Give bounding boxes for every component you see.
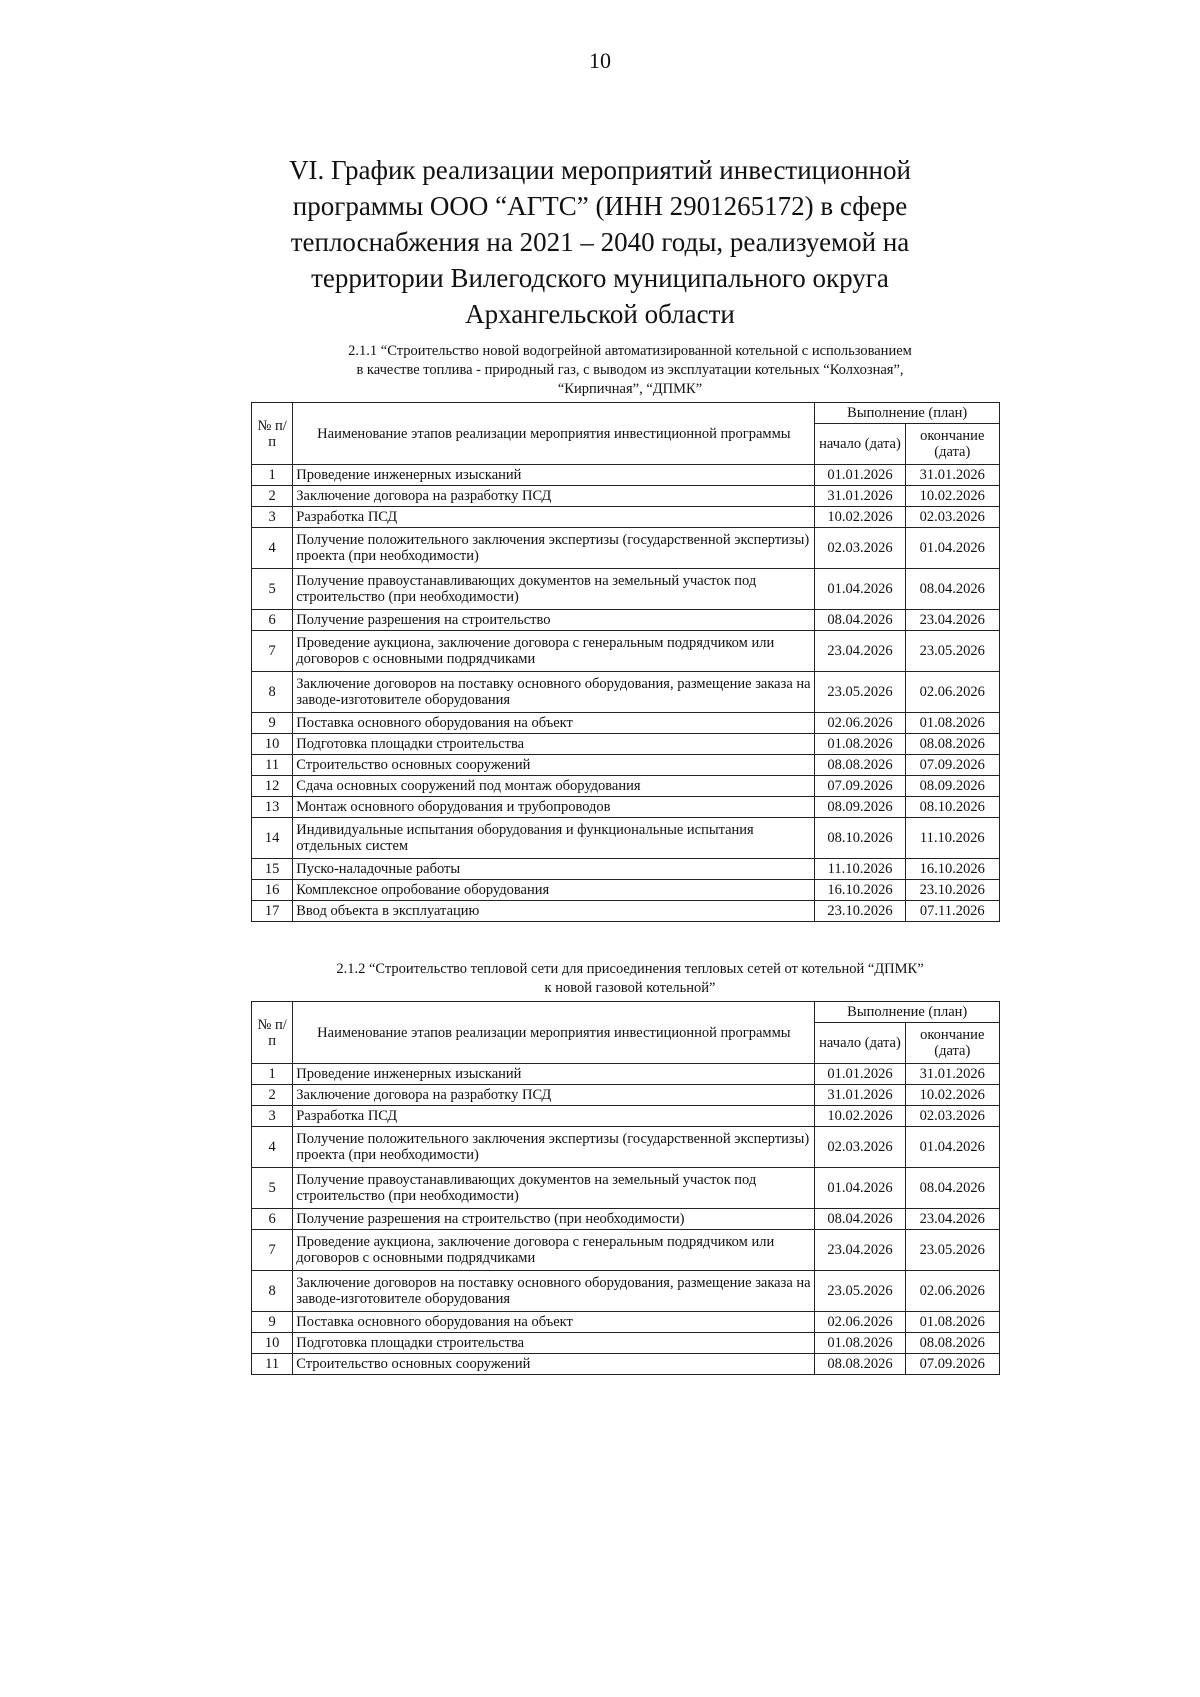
table-row (252, 569, 1000, 610)
stage-name: Проведение инженерных изысканий (293, 465, 815, 486)
table-row (252, 1064, 1000, 1085)
table-row (252, 734, 1000, 755)
stage-name: Получение разрешения на строительство (293, 610, 815, 631)
schedule-table-2-body (252, 1064, 1000, 1375)
column-header-end: окончание (дата) (905, 1023, 999, 1064)
end-date: 01.04.2026 (905, 1127, 999, 1168)
start-date: 02.03.2026 (815, 528, 905, 569)
row-number: 12 (252, 776, 293, 797)
row-number: 4 (252, 1127, 293, 1168)
row-number: 1 (252, 465, 293, 486)
table-row (252, 1230, 1000, 1271)
row-number: 11 (252, 1354, 293, 1375)
start-date: 01.01.2026 (815, 1064, 905, 1085)
table-row (252, 528, 1000, 569)
stage-name: Заключение договора на разработку ПСД (293, 486, 815, 507)
stage-name: Монтаж основного оборудования и трубопроводов (293, 797, 815, 818)
end-date: 02.06.2026 (905, 1271, 999, 1312)
table-row (252, 776, 1000, 797)
stage-name: Комплексное опробование оборудования (293, 880, 815, 901)
table-row (252, 880, 1000, 901)
row-number: 7 (252, 631, 293, 672)
table-row (252, 1106, 1000, 1127)
start-date: 08.09.2026 (815, 797, 905, 818)
end-date: 02.03.2026 (905, 507, 999, 528)
start-date: 08.10.2026 (815, 818, 905, 859)
end-date: 23.05.2026 (905, 1230, 999, 1271)
start-date: 01.08.2026 (815, 734, 905, 755)
start-date: 23.04.2026 (815, 631, 905, 672)
start-date: 08.04.2026 (815, 1209, 905, 1230)
table-row (252, 1209, 1000, 1230)
stage-name: Получение положительного заключения экспертизы (государственной экспертизы) проекта (при необходимости) (293, 1127, 815, 1168)
caption-line: 2.1.1 “Строительство новой водогрейной автоматизированной котельной с использованием (348, 343, 912, 359)
stage-name: Подготовка площадки строительства (293, 1333, 815, 1354)
section-1-caption (260, 342, 1000, 399)
row-number: 7 (252, 1230, 293, 1271)
start-date: 01.08.2026 (815, 1333, 905, 1354)
stage-name: Разработка ПСД (293, 1106, 815, 1127)
schedule-table-2 (251, 1001, 1000, 1375)
end-date: 01.08.2026 (905, 713, 999, 734)
row-number: 13 (252, 797, 293, 818)
end-date: 08.04.2026 (905, 1168, 999, 1209)
stage-name: Получение правоустанавливающих документов на земельный участок под строительство (при необходимости) (293, 569, 815, 610)
table-row (252, 465, 1000, 486)
row-number: 3 (252, 1106, 293, 1127)
stage-name: Сдача основных сооружений под монтаж оборудования (293, 776, 815, 797)
end-date: 11.10.2026 (905, 818, 999, 859)
end-date: 01.04.2026 (905, 528, 999, 569)
heading-line: программы ООО “АГТС” (ИНН 2901265172) в сфере (292, 191, 908, 221)
table-row (252, 818, 1000, 859)
row-number: 3 (252, 507, 293, 528)
start-date: 23.10.2026 (815, 901, 905, 922)
end-date: 07.09.2026 (905, 755, 999, 776)
row-number: 8 (252, 1271, 293, 1312)
table-row (252, 859, 1000, 880)
start-date: 31.01.2026 (815, 486, 905, 507)
stage-name: Заключение договоров на поставку основного оборудования, размещение заказа на заводе-изготовителе оборудования (293, 672, 815, 713)
table-row (252, 486, 1000, 507)
heading-line: Архангельской области (465, 299, 735, 329)
heading-line: VI. График реализации мероприятий инвестиционной (289, 155, 911, 185)
table-row (252, 1271, 1000, 1312)
table-row (252, 672, 1000, 713)
start-date: 02.03.2026 (815, 1127, 905, 1168)
stage-name: Заключение договора на разработку ПСД (293, 1085, 815, 1106)
end-date: 23.04.2026 (905, 1209, 999, 1230)
start-date: 08.04.2026 (815, 610, 905, 631)
start-date: 02.06.2026 (815, 713, 905, 734)
start-date: 11.10.2026 (815, 859, 905, 880)
row-number: 14 (252, 818, 293, 859)
table-row (252, 610, 1000, 631)
table-row (252, 1168, 1000, 1209)
column-header-execution: Выполнение (план) (815, 1002, 1000, 1023)
column-header-execution: Выполнение (план) (815, 403, 1000, 424)
table-row (252, 797, 1000, 818)
page-number: 10 (589, 48, 611, 73)
column-header-start: начало (дата) (815, 1023, 905, 1064)
end-date: 08.10.2026 (905, 797, 999, 818)
start-date: 01.04.2026 (815, 569, 905, 610)
row-number: 10 (252, 1333, 293, 1354)
start-date: 23.05.2026 (815, 1271, 905, 1312)
start-date: 31.01.2026 (815, 1085, 905, 1106)
row-number: 10 (252, 734, 293, 755)
table-row (252, 755, 1000, 776)
end-date: 07.11.2026 (905, 901, 999, 922)
stage-name: Заключение договоров на поставку основного оборудования, размещение заказа на заводе-изготовителе оборудования (293, 1271, 815, 1312)
column-header-number: № п/п (252, 403, 293, 465)
end-date: 23.04.2026 (905, 610, 999, 631)
row-number: 2 (252, 1085, 293, 1106)
schedule-table-1 (251, 402, 1000, 922)
start-date: 08.08.2026 (815, 1354, 905, 1375)
heading-line: теплоснабжения на 2021 – 2040 годы, реализуемой на (290, 227, 910, 257)
row-number: 5 (252, 569, 293, 610)
end-date: 10.02.2026 (905, 486, 999, 507)
row-number: 2 (252, 486, 293, 507)
start-date: 10.02.2026 (815, 1106, 905, 1127)
start-date: 10.02.2026 (815, 507, 905, 528)
start-date: 08.08.2026 (815, 755, 905, 776)
end-date: 07.09.2026 (905, 1354, 999, 1375)
row-number: 9 (252, 713, 293, 734)
caption-line: к новой газовой котельной” (544, 980, 716, 996)
table-row (252, 507, 1000, 528)
table-row (252, 1333, 1000, 1354)
table-row (252, 631, 1000, 672)
end-date: 02.06.2026 (905, 672, 999, 713)
stage-name: Разработка ПСД (293, 507, 815, 528)
end-date: 16.10.2026 (905, 859, 999, 880)
end-date: 02.03.2026 (905, 1106, 999, 1127)
stage-name: Получение разрешения на строительство (при необходимости) (293, 1209, 815, 1230)
stage-name: Получение правоустанавливающих документов на земельный участок под строительство (при необходимости) (293, 1168, 815, 1209)
column-header-end: окончание (дата) (905, 424, 999, 465)
stage-name: Проведение инженерных изысканий (293, 1064, 815, 1085)
stage-name: Ввод объекта в эксплуатацию (293, 901, 815, 922)
stage-name: Получение положительного заключения экспертизы (государственной экспертизы) проекта (при необходимости) (293, 528, 815, 569)
end-date: 08.09.2026 (905, 776, 999, 797)
table-row (252, 1127, 1000, 1168)
end-date: 31.01.2026 (905, 1064, 999, 1085)
table-row (252, 1085, 1000, 1106)
stage-name: Поставка основного оборудования на объект (293, 1312, 815, 1333)
caption-line: 2.1.2 “Строительство тепловой сети для присоединения тепловых сетей от котельной “ДПМК” (336, 961, 924, 977)
start-date: 01.01.2026 (815, 465, 905, 486)
start-date: 23.04.2026 (815, 1230, 905, 1271)
start-date: 16.10.2026 (815, 880, 905, 901)
section-2-caption (260, 960, 1000, 998)
stage-name: Строительство основных сооружений (293, 755, 815, 776)
schedule-table-1-body (252, 465, 1000, 922)
end-date: 01.08.2026 (905, 1312, 999, 1333)
row-number: 6 (252, 610, 293, 631)
row-number: 4 (252, 528, 293, 569)
row-number: 17 (252, 901, 293, 922)
row-number: 5 (252, 1168, 293, 1209)
column-header-start: начало (дата) (815, 424, 905, 465)
column-header-number: № п/п (252, 1002, 293, 1064)
table-row (252, 901, 1000, 922)
table-row (252, 713, 1000, 734)
stage-name: Поставка основного оборудования на объект (293, 713, 815, 734)
row-number: 11 (252, 755, 293, 776)
heading-line: территории Вилегодского муниципального округа (311, 263, 889, 293)
stage-name: Проведение аукциона, заключение договора с генеральным подрядчиком или договоров с основными подрядчиками (293, 631, 815, 672)
row-number: 9 (252, 1312, 293, 1333)
column-header-name: Наименование этапов реализации мероприятия инвестиционной программы (293, 403, 815, 465)
end-date: 23.10.2026 (905, 880, 999, 901)
end-date: 08.08.2026 (905, 734, 999, 755)
row-number: 6 (252, 1209, 293, 1230)
end-date: 31.01.2026 (905, 465, 999, 486)
end-date: 23.05.2026 (905, 631, 999, 672)
table-row (252, 1312, 1000, 1333)
caption-line: “Кирпичная”, “ДПМК” (557, 381, 703, 397)
row-number: 15 (252, 859, 293, 880)
start-date: 07.09.2026 (815, 776, 905, 797)
end-date: 08.04.2026 (905, 569, 999, 610)
end-date: 08.08.2026 (905, 1333, 999, 1354)
stage-name: Индивидуальные испытания оборудования и функциональные испытания отдельных систем (293, 818, 815, 859)
start-date: 23.05.2026 (815, 672, 905, 713)
column-header-name: Наименование этапов реализации мероприятия инвестиционной программы (293, 1002, 815, 1064)
stage-name: Проведение аукциона, заключение договора с генеральным подрядчиком или договоров с основными подрядчиками (293, 1230, 815, 1271)
start-date: 02.06.2026 (815, 1312, 905, 1333)
stage-name: Подготовка площадки строительства (293, 734, 815, 755)
document-heading (250, 152, 950, 332)
stage-name: Строительство основных сооружений (293, 1354, 815, 1375)
caption-line: в качестве топлива - природный газ, с выводом из эксплуатации котельных “Колхозная”, (356, 362, 904, 378)
end-date: 10.02.2026 (905, 1085, 999, 1106)
start-date: 01.04.2026 (815, 1168, 905, 1209)
row-number: 16 (252, 880, 293, 901)
stage-name: Пуско-наладочные работы (293, 859, 815, 880)
row-number: 1 (252, 1064, 293, 1085)
table-row (252, 1354, 1000, 1375)
row-number: 8 (252, 672, 293, 713)
